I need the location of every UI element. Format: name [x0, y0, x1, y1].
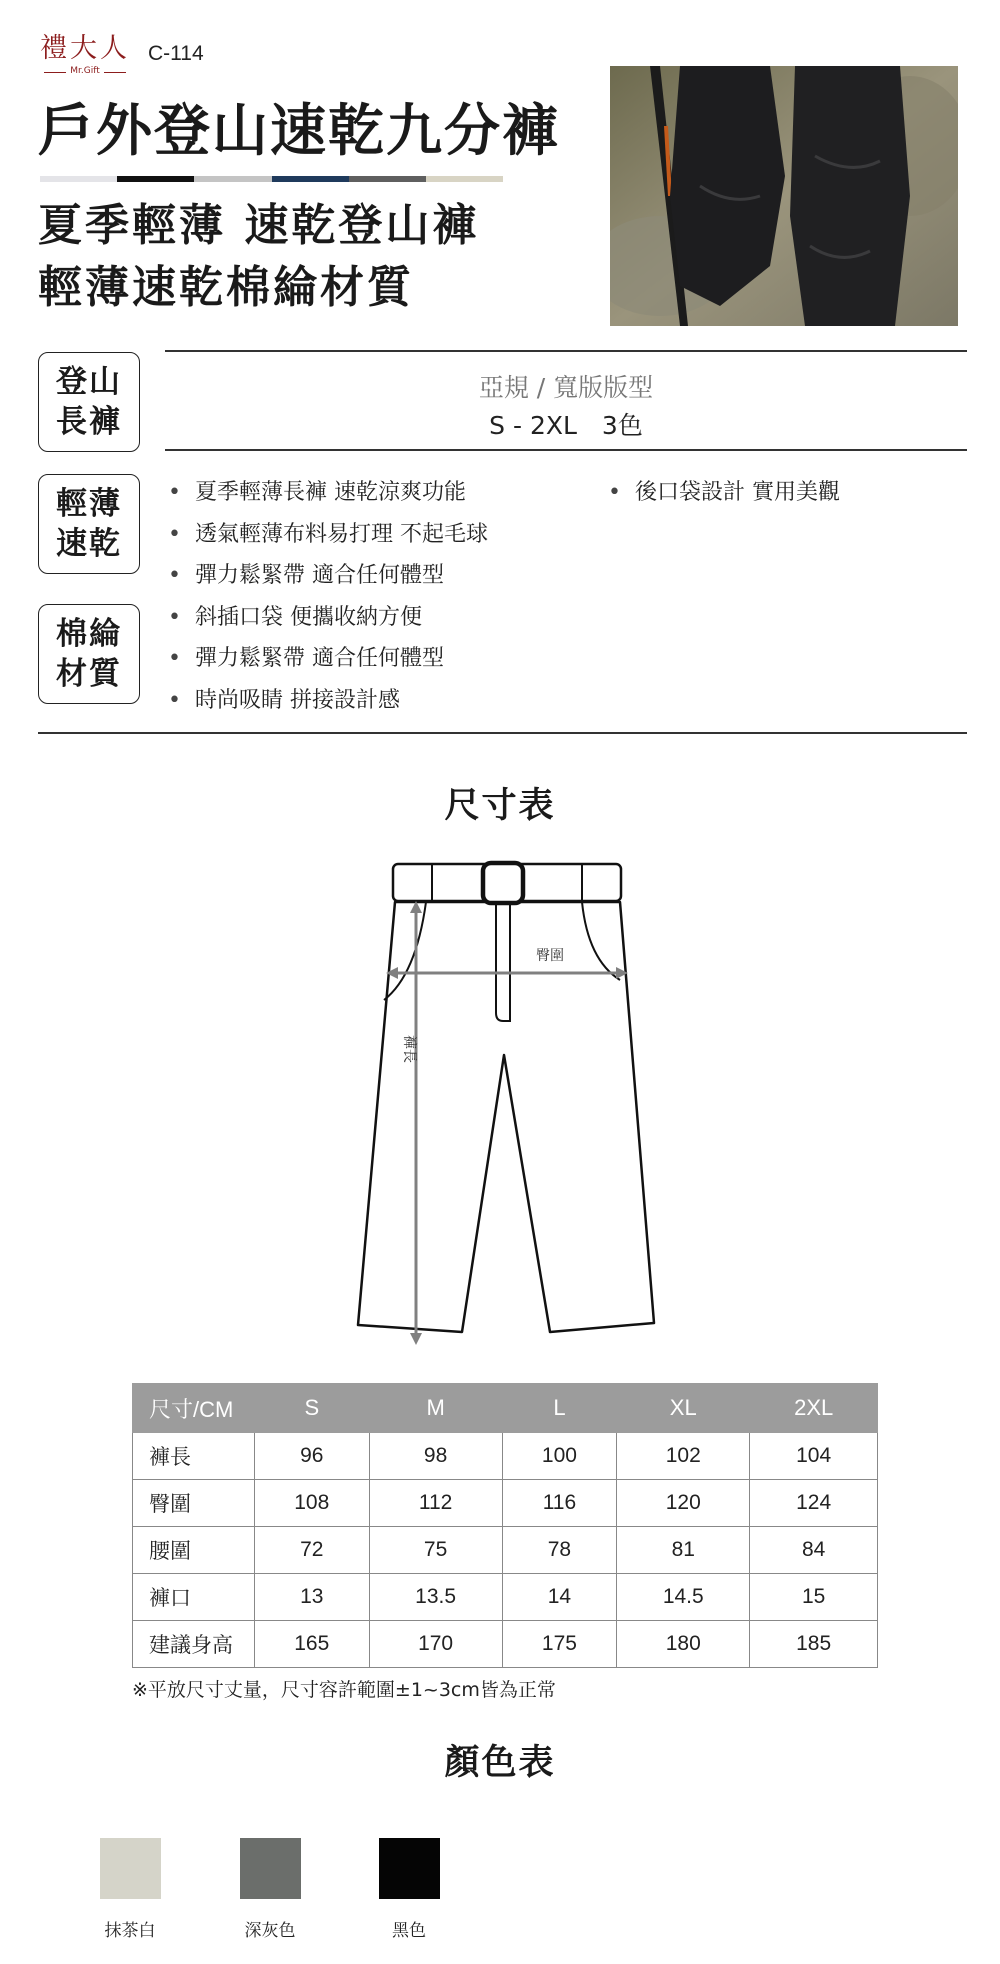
table-cell: 建議身高: [133, 1621, 255, 1668]
table-cell: 102: [617, 1433, 750, 1480]
table-header-row: [133, 1384, 878, 1433]
brand-name-en: Mr.Gift: [40, 66, 130, 76]
table-cell: 15: [750, 1574, 878, 1621]
table-cell: 112: [369, 1480, 502, 1527]
table-cell: 13.5: [369, 1574, 502, 1621]
table-cell: 72: [255, 1527, 370, 1574]
tag-light-quickdry: [38, 474, 140, 574]
tag-line: 長褲: [56, 404, 122, 440]
color-bar-segment: [117, 176, 194, 182]
tag-line: 棉綸: [56, 616, 122, 652]
color-bar-segment: [272, 176, 349, 182]
length-label: 褲長: [401, 1035, 417, 1063]
tag-line: 速乾: [56, 526, 122, 562]
table-cell: 100: [502, 1433, 617, 1480]
divider: [165, 449, 967, 451]
table-header: S: [255, 1384, 370, 1433]
feature-item: • 彈力鬆緊帶 適合任何體型: [168, 555, 488, 597]
table-cell: 96: [255, 1433, 370, 1480]
feature-item: • 後口袋設計 實用美觀: [608, 472, 840, 514]
pants-diagram: [350, 855, 665, 1355]
color-label: 深灰色: [244, 1921, 296, 1941]
table-cell: 14: [502, 1574, 617, 1621]
color-swatch-dark-gray: [240, 1838, 301, 1899]
feature-item: • 透氣輕薄布料易打理 不起毛球: [168, 514, 488, 556]
table-cell: 108: [255, 1480, 370, 1527]
tag-hiking-pants: [38, 352, 140, 452]
table-cell: 116: [502, 1480, 617, 1527]
table-cell: 98: [369, 1433, 502, 1480]
product-subtitle-1: 夏季輕薄 速乾登山褲: [38, 200, 480, 251]
color-swatch-matcha-white: [100, 1838, 161, 1899]
feature-item: • 彈力鬆緊帶 適合任何體型: [168, 638, 488, 680]
color-label: 黑色: [392, 1921, 426, 1941]
table-cell: 180: [617, 1621, 750, 1668]
table-row: [133, 1621, 878, 1668]
feature-item: • 時尚吸睛 拼接設計感: [168, 680, 488, 722]
table-cell: 褲長: [133, 1433, 255, 1480]
color-bar-segment: [40, 176, 117, 182]
table-cell: 120: [617, 1480, 750, 1527]
table-row: [133, 1433, 878, 1480]
title-color-bar: [40, 176, 503, 182]
feature-item: • 斜插口袋 便攜收納方便: [168, 597, 488, 639]
table-cell: 78: [502, 1527, 617, 1574]
table-cell: 170: [369, 1621, 502, 1668]
table-cell: 84: [750, 1527, 878, 1574]
measurement-note: ※平放尺寸丈量，尺寸容許範圍±1~3cm皆為正常: [132, 1679, 556, 1701]
color-bar-segment: [194, 176, 271, 182]
table-cell: 75: [369, 1527, 502, 1574]
divider: [38, 732, 967, 734]
table-header: 2XL: [750, 1384, 878, 1433]
table-header: 尺寸/CM: [133, 1384, 255, 1433]
table-header: L: [502, 1384, 617, 1433]
color-swatch-black: [379, 1838, 440, 1899]
table-row: [133, 1480, 878, 1527]
size-table: [132, 1383, 878, 1668]
product-code: C-114: [148, 42, 204, 65]
tag-line: 登山: [56, 364, 122, 400]
divider: [165, 350, 967, 352]
brand-logo: [40, 34, 130, 76]
color-chart-title: 顏色表: [444, 1743, 556, 1783]
table-cell: 褲口: [133, 1574, 255, 1621]
size-range: S - 2XL 3色: [489, 411, 643, 440]
feature-item: • 夏季輕薄長褲 速乾涼爽功能: [168, 472, 488, 514]
table-cell: 14.5: [617, 1574, 750, 1621]
table-cell: 腰圍: [133, 1527, 255, 1574]
fit-type: 亞規 / 寬版版型: [478, 373, 654, 402]
table-header: XL: [617, 1384, 750, 1433]
table-cell: 165: [255, 1621, 370, 1668]
table-cell: 124: [750, 1480, 878, 1527]
color-bar-segment: [349, 176, 426, 182]
size-chart-title: 尺寸表: [444, 786, 556, 826]
table-row: [133, 1574, 878, 1621]
tag-line: 輕薄: [56, 486, 122, 522]
feature-list: [168, 472, 488, 721]
product-title: 戶外登山速乾九分褲: [38, 99, 560, 164]
table-cell: 81: [617, 1527, 750, 1574]
brand-name-cn: 禮大人: [40, 33, 130, 64]
table-header: M: [369, 1384, 502, 1433]
product-subtitle-2: 輕薄速乾棉綸材質: [38, 262, 414, 313]
color-label: 抹茶白: [104, 1921, 156, 1941]
table-row: [133, 1527, 878, 1574]
table-cell: 104: [750, 1433, 878, 1480]
hip-label: 臀圍: [536, 948, 564, 964]
product-photo: [610, 66, 958, 326]
table-cell: 臀圍: [133, 1480, 255, 1527]
color-bar-segment: [426, 176, 503, 182]
table-cell: 13: [255, 1574, 370, 1621]
tag-line: 材質: [56, 656, 122, 692]
tag-nylon-material: [38, 604, 140, 704]
table-cell: 175: [502, 1621, 617, 1668]
table-cell: 185: [750, 1621, 878, 1668]
